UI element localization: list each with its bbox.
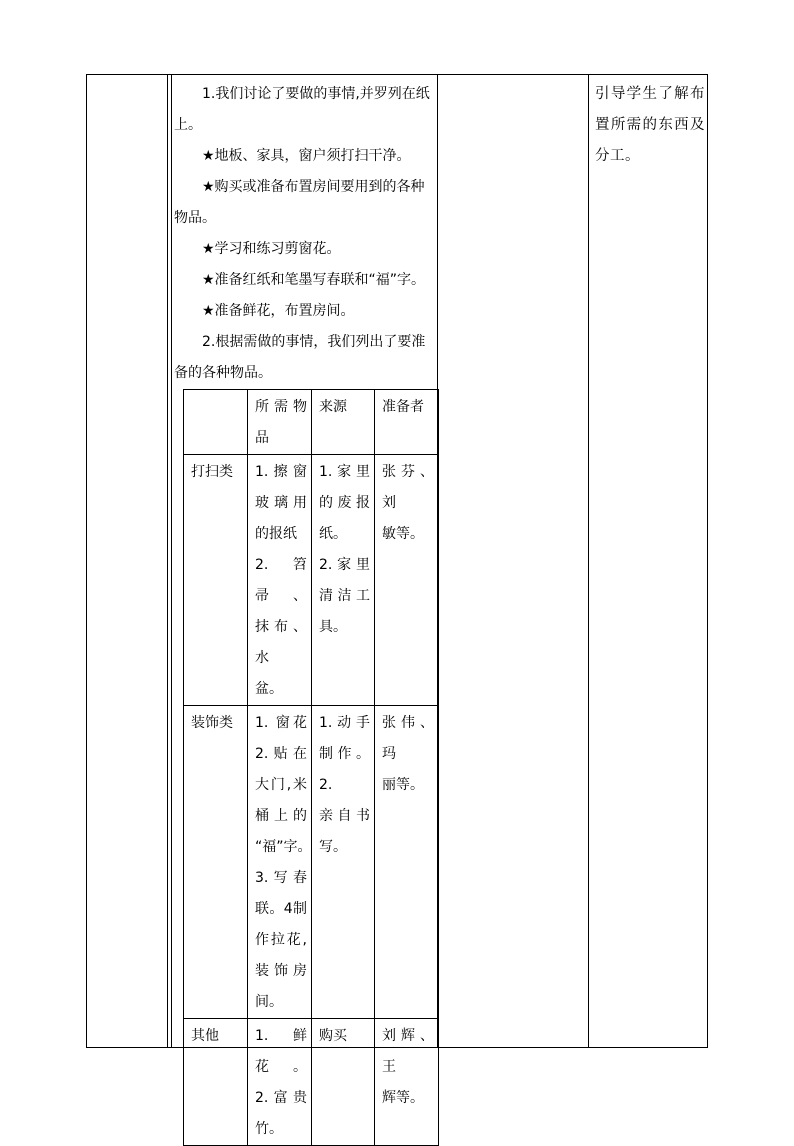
cell-line: 大门,米 bbox=[255, 777, 307, 793]
cell-line: 1.家里 bbox=[319, 464, 370, 480]
source-cell bbox=[312, 1019, 375, 1146]
table-header-row bbox=[184, 390, 439, 455]
category-cell: 打扫类 bbox=[184, 455, 248, 706]
source-cell bbox=[312, 455, 375, 706]
cell-line: 1. 窗花 bbox=[255, 715, 307, 731]
preparer-cell bbox=[375, 455, 439, 706]
cell-line: 作拉花, bbox=[255, 932, 307, 948]
preparer-cell bbox=[375, 706, 439, 1019]
cell-line: 竹。 bbox=[255, 1121, 283, 1137]
cell-line: 亲自书 bbox=[319, 808, 370, 824]
cell-line: 的废报 bbox=[319, 495, 370, 511]
cell-line: 准备者 bbox=[382, 399, 424, 415]
cell-line: “福”字。 bbox=[255, 839, 312, 855]
cell-line: 制作。2. bbox=[319, 746, 370, 793]
cell-line: 3.写春 bbox=[255, 870, 307, 886]
paragraph: ★学习和练习剪窗花。 bbox=[202, 241, 341, 257]
paragraph: 2.根据需做的事情，我们列出了要准备的各种物品。 bbox=[174, 334, 426, 381]
column-divider bbox=[167, 75, 168, 1047]
cell-line: 刘辉、王 bbox=[382, 1028, 434, 1075]
paragraph: ★准备鲜花，布置房间。 bbox=[202, 303, 355, 319]
cell-line: 间。 bbox=[255, 994, 283, 1010]
column-divider bbox=[171, 75, 172, 1047]
table-row bbox=[184, 455, 439, 706]
cell-line: 2.富贵 bbox=[255, 1090, 307, 1106]
items-cell bbox=[248, 706, 312, 1019]
cell-line: 购买 bbox=[319, 1028, 347, 1044]
cell-line: 2.贴在 bbox=[255, 746, 307, 762]
source-cell bbox=[312, 706, 375, 1019]
category-cell: 装饰类 bbox=[184, 706, 248, 1019]
cell-line: 丽等。 bbox=[382, 777, 424, 793]
cell-line: 辉等。 bbox=[382, 1090, 424, 1106]
cell-line: 2.笤帚、 bbox=[255, 557, 307, 604]
paragraph: ★准备红纸和笔墨写春联和“福”字。 bbox=[202, 272, 426, 288]
table-row bbox=[184, 706, 439, 1019]
guidance-line: 置所需的东西及 bbox=[595, 117, 705, 133]
preparer-cell bbox=[375, 1019, 439, 1146]
items-cell bbox=[248, 455, 312, 706]
lesson-plan-table bbox=[86, 74, 708, 1137]
paragraph: ★地板、家具，窗户须打扫干净。 bbox=[202, 148, 411, 164]
cell-line: 所需物 bbox=[255, 399, 307, 415]
table-row bbox=[184, 1019, 439, 1146]
cell-line: 纸。 bbox=[319, 526, 347, 542]
cell-line: 抹布、水 bbox=[255, 619, 307, 666]
cell-line: 的报纸 bbox=[255, 526, 297, 542]
paragraph: ★购买或准备布置房间要用到的各种物品。 bbox=[174, 179, 425, 226]
header-cell-preparer bbox=[375, 390, 439, 455]
guidance-line: 分工。 bbox=[595, 148, 640, 164]
cell-line: 联。4制 bbox=[255, 901, 307, 917]
cell-line: 写。 bbox=[319, 839, 347, 855]
cell-line: 桶上的 bbox=[255, 808, 307, 824]
cell-line: 具。 bbox=[319, 619, 347, 635]
cell-line: 1.动手 bbox=[319, 715, 370, 731]
header-cell-source bbox=[312, 390, 375, 455]
header-cell-empty bbox=[184, 390, 248, 455]
cell-line: 张芬、刘 bbox=[382, 464, 434, 511]
activity-description bbox=[174, 79, 435, 389]
cell-line: 2.家里 bbox=[319, 557, 370, 573]
items-table bbox=[183, 389, 439, 1146]
cell-line: 1. 鲜花。 bbox=[255, 1028, 307, 1075]
cell-line: 品 bbox=[255, 430, 269, 446]
cell-line: 张伟、玛 bbox=[382, 715, 434, 762]
cell-line: 玻璃用 bbox=[255, 495, 307, 511]
teacher-guidance bbox=[595, 79, 705, 172]
category-cell: 其他 bbox=[184, 1019, 248, 1146]
cell-line: 清洁工 bbox=[319, 588, 370, 604]
cell-line: 敏等。 bbox=[382, 526, 424, 542]
cell-line: 盆。 bbox=[255, 681, 283, 697]
paragraph: 1.我们讨论了要做的事情,并罗列在纸上。 bbox=[174, 86, 430, 133]
column-divider bbox=[588, 75, 589, 1047]
cell-line: 来源 bbox=[319, 399, 347, 415]
items-cell bbox=[248, 1019, 312, 1146]
header-cell-items bbox=[248, 390, 312, 455]
guidance-line: 引导学生了解布 bbox=[595, 86, 705, 102]
cell-line: 1.擦窗 bbox=[255, 464, 307, 480]
cell-line: 装饰房 bbox=[255, 963, 307, 979]
